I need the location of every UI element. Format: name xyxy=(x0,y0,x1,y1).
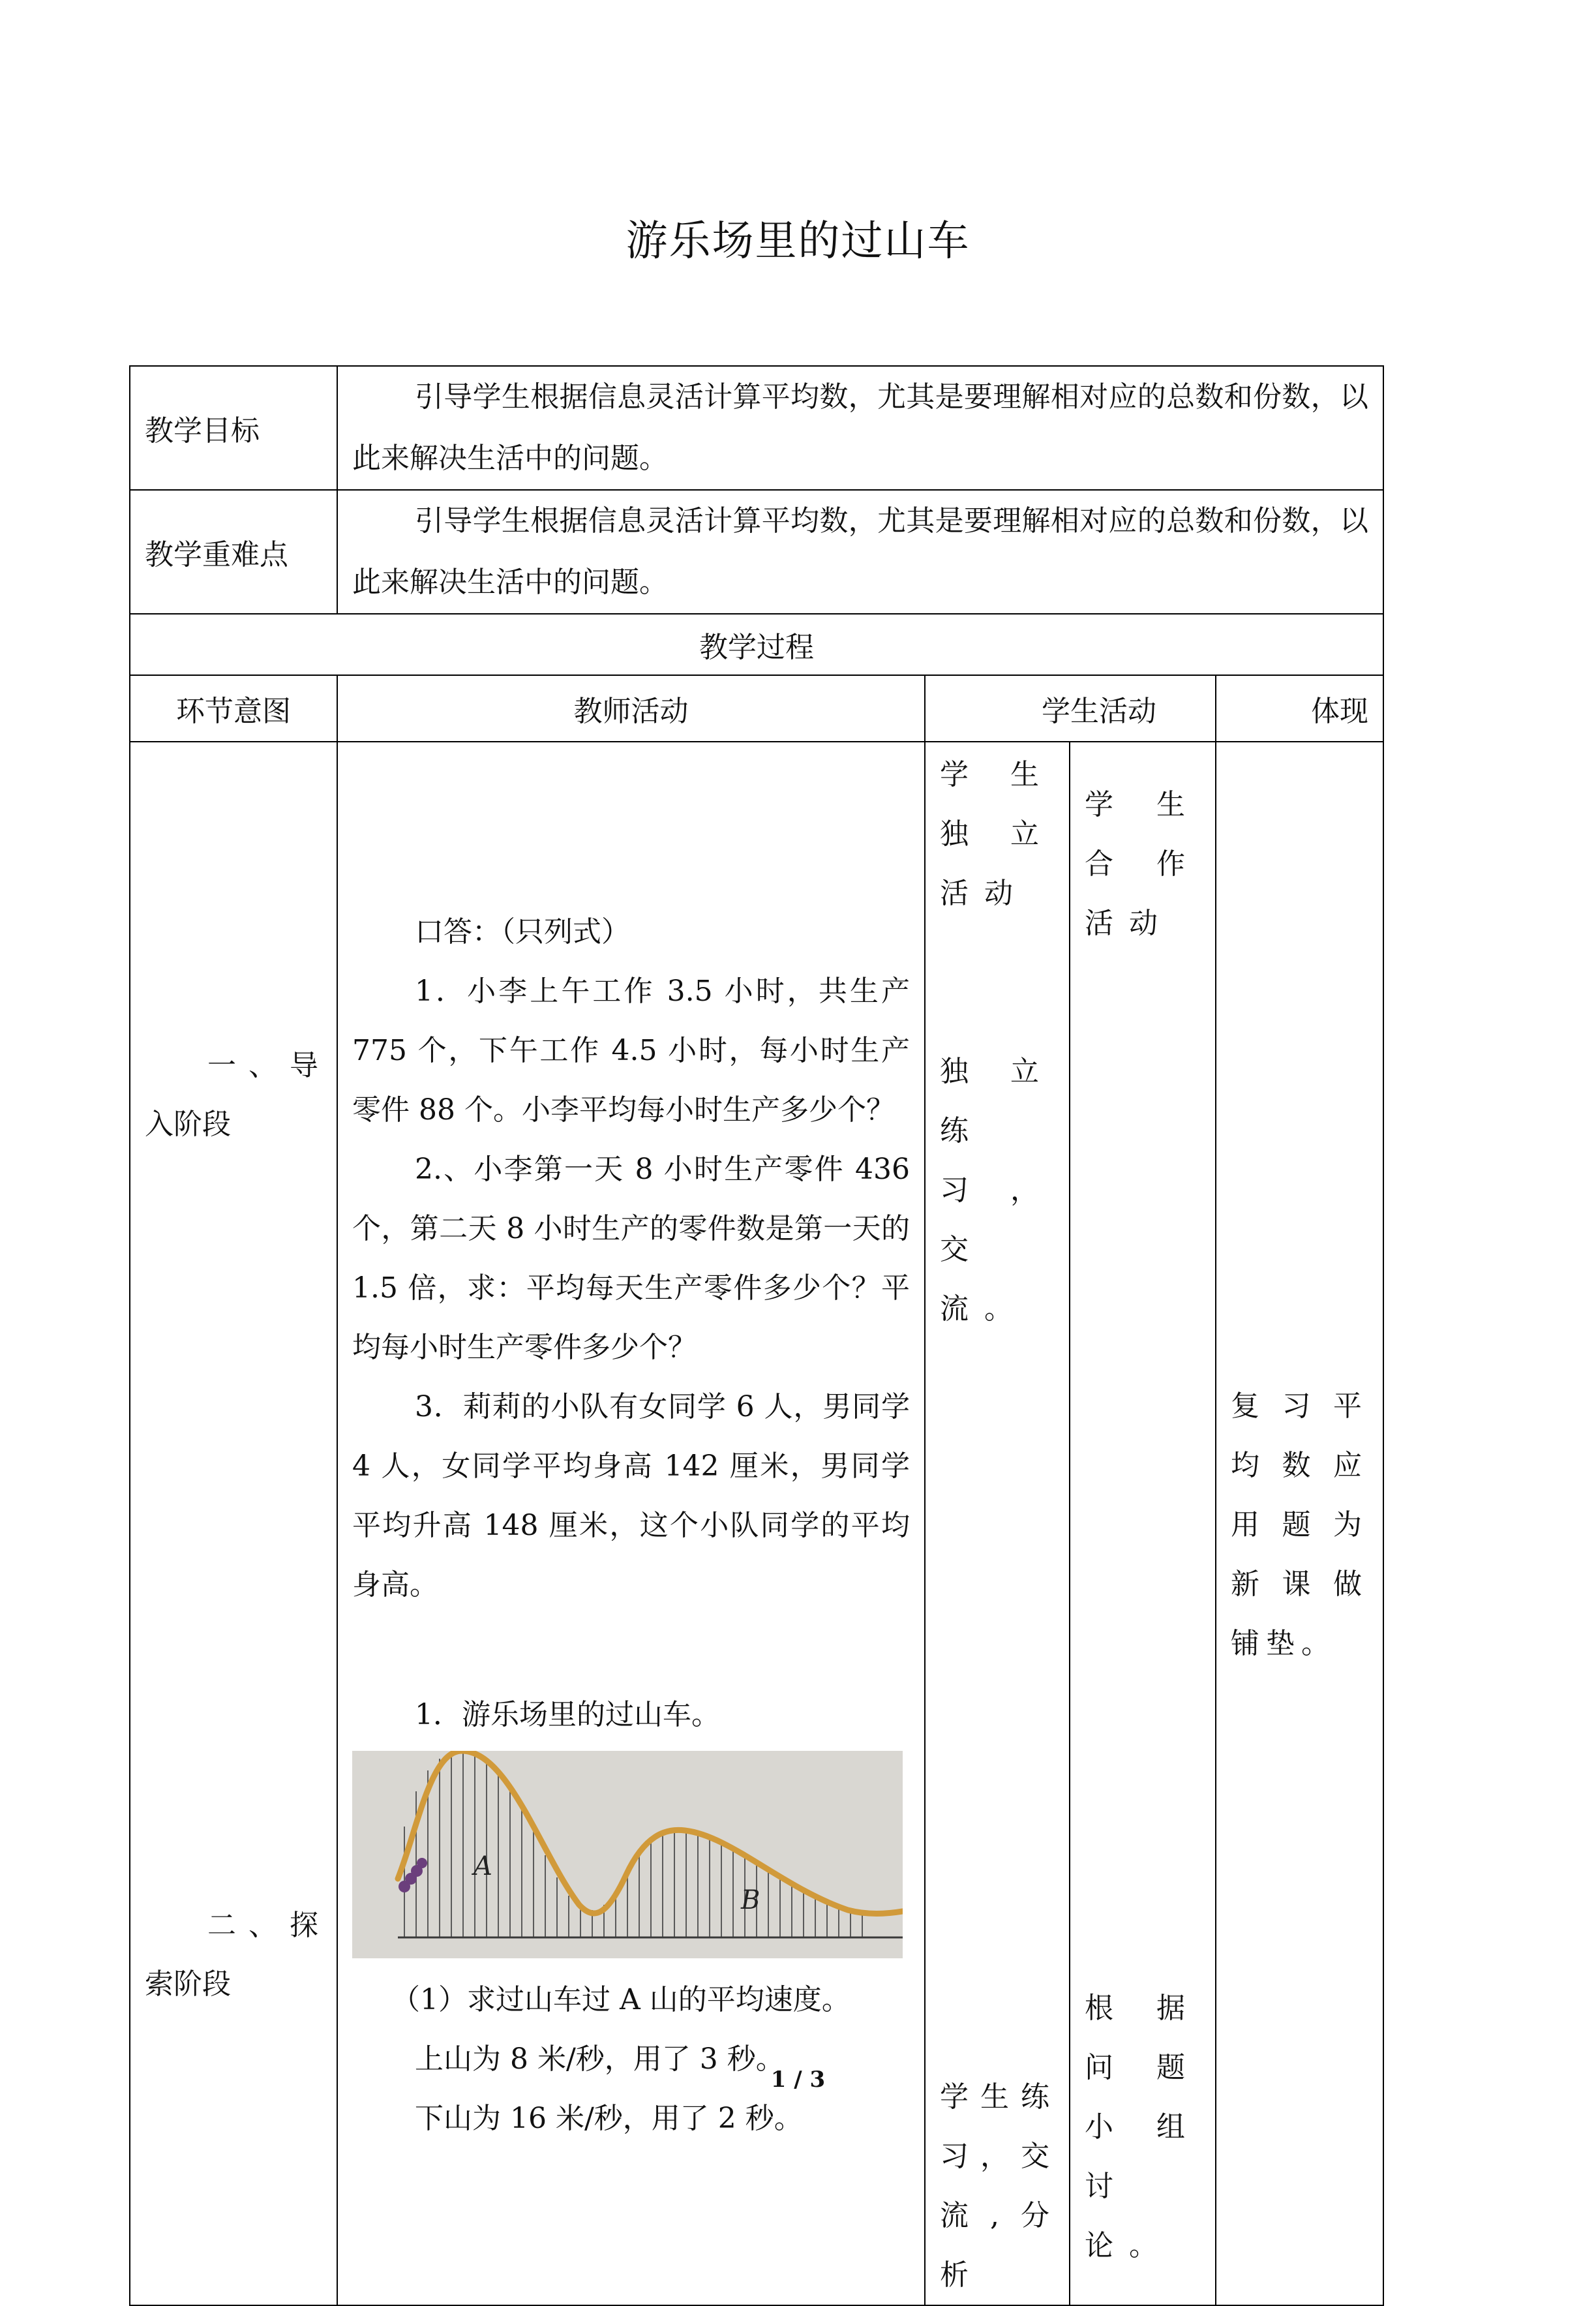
teacher-q3: 3．莉莉的小队有女同学 6 人，男同学 4 人，女同学平均身高 142 厘米，男同学平均升高 148 厘米，这个小队同学的平均身高。 xyxy=(352,1389,910,1601)
goal-label: 教学目标 xyxy=(130,366,337,490)
col-header-teacher: 教师活动 xyxy=(337,675,925,742)
stage-1 xyxy=(145,1037,322,1154)
teacher-up: 上山为 8 米/秒，用了 3 秒。 xyxy=(415,2042,785,2076)
key-row xyxy=(130,490,1383,614)
key-text-cell xyxy=(337,490,1383,614)
teacher-q1: 1．小李上午工作 3.5 小时，共生产 775 个，下午工作 4.5 小时，每小时生产零件 88 个。小李平均每小时生产多少个？ xyxy=(352,974,910,1127)
key-text: 引导学生根据信息灵活计算平均数，尤其是要理解相对应的总数和份数，以此来解决生活中的问题。 xyxy=(352,504,1368,599)
document-title: 游乐场里的过山车 xyxy=(625,217,971,265)
col-header-reflect: 体现 xyxy=(1216,675,1383,742)
stage-2-line1: 二、探 xyxy=(207,1908,322,1942)
goal-row xyxy=(130,366,1383,490)
column-header-row xyxy=(130,675,1383,742)
student-a1: 学生独立活动 xyxy=(940,758,1055,910)
roller-coaster-figure xyxy=(352,1751,903,1958)
stage-2 xyxy=(145,1896,322,2014)
teacher-explore-q1: （1）求过山车过 A 山的平均速度。 xyxy=(391,1982,851,2016)
stage-1-line2: 入阶段 xyxy=(145,1107,231,1141)
student-a2: 独立练习，交流。 xyxy=(940,1055,1055,1326)
student-b3: 根据问题小组讨论。 xyxy=(1085,1991,1201,2262)
figure-label-a: A xyxy=(474,1851,492,1881)
stage-1-line1: 一、导 xyxy=(207,1048,322,1082)
process-header-row xyxy=(130,614,1383,675)
teacher-q2: 2.、小李第一天 8 小时生产零件 436 个，第二天 8 小时生产的零件数是第一天的 1.5 倍，求：平均每天生产零件多少个？平均每小时生产零件多少个？ xyxy=(352,1152,910,1364)
stage-2-line2: 索阶段 xyxy=(145,1967,231,2001)
col-header-student: 学生活动 xyxy=(925,675,1216,742)
page-number: 1 / 3 xyxy=(770,2067,826,2093)
lesson-plan-table xyxy=(129,365,1384,2306)
reflect-r1: 复习平均数应用题为新课做铺垫。 xyxy=(1231,1389,1368,1660)
student-b1: 学生合作活动 xyxy=(1085,787,1201,940)
student-a3: 学生练习，交流,分析 xyxy=(940,2080,1055,2292)
teacher-explore-1: 1．游乐场里的过山车。 xyxy=(415,1697,720,1731)
process-header: 教学过程 xyxy=(130,614,1383,675)
key-label: 教学重难点 xyxy=(130,490,337,614)
teacher-down: 下山为 16 米/秒，用了 2 秒。 xyxy=(415,2101,803,2135)
teacher-intro: 口答：（只列式） xyxy=(415,915,630,948)
col-header-stage: 环节意图 xyxy=(130,675,337,742)
goal-text: 引导学生根据信息灵活计算平均数，尤其是要理解相对应的总数和份数，以此来解决生活中的问题。 xyxy=(352,380,1368,475)
goal-text-cell xyxy=(337,366,1383,490)
figure-label-b: B xyxy=(741,1885,760,1915)
